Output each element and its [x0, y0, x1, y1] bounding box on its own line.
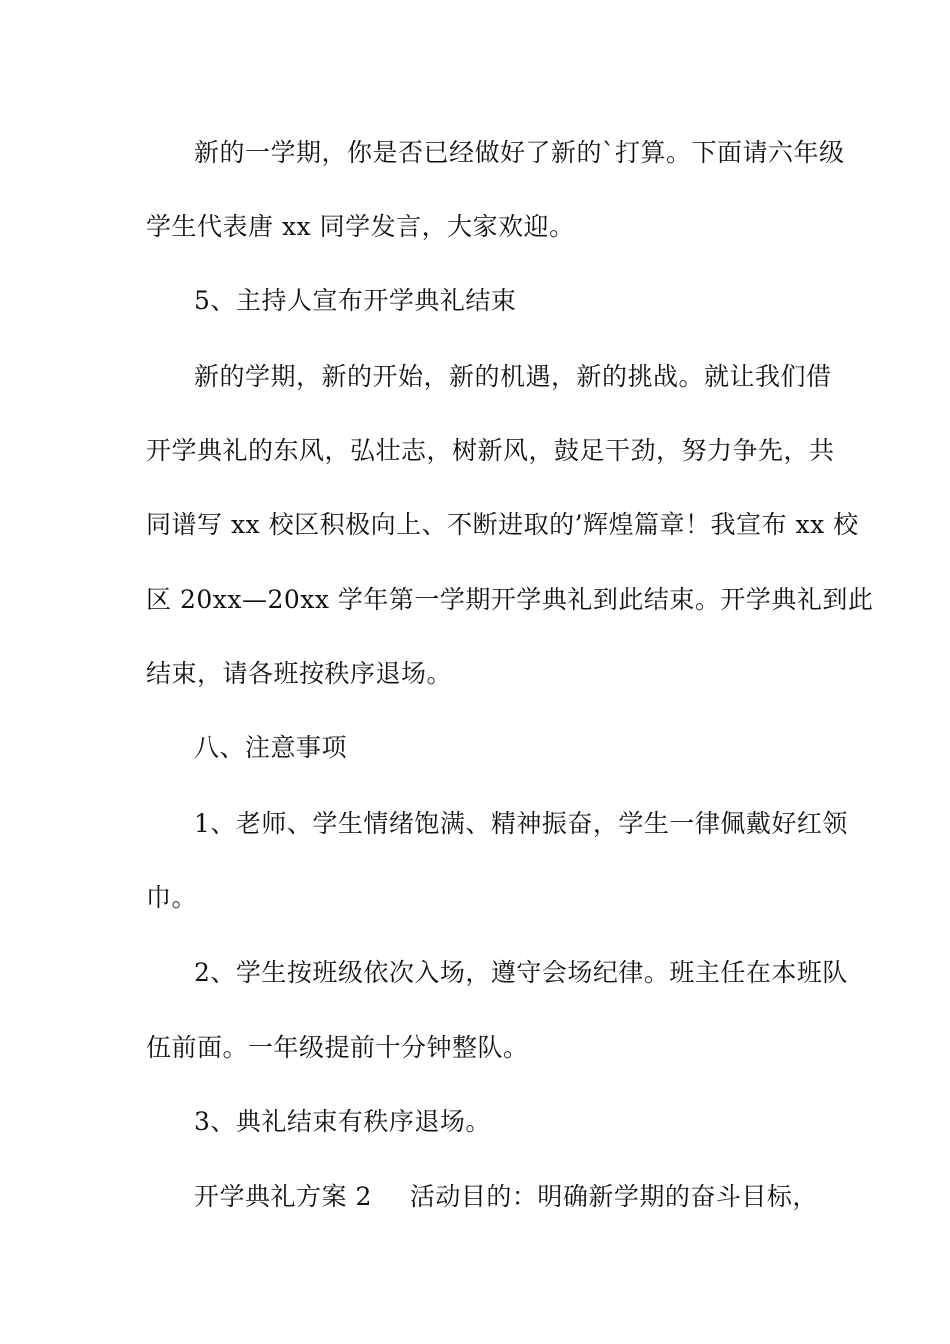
- paragraph-line: 区 20xx—20xx 学年第一学期开学典礼到此结束。开学典礼到此: [146, 585, 874, 614]
- paragraph-line: 新的学期，新的开始，新的机遇，新的挑战。就让我们借: [194, 362, 832, 391]
- paragraph-line: 开学典礼的东风，弘壮志，树新风，鼓足干劲，努力争先，共: [146, 436, 835, 465]
- paragraph-line: [194, 1181, 874, 1213]
- section-heading: 八、注意事项: [194, 733, 348, 762]
- list-item: 1、老师、学生情绪饱满、精神振奋，学生一律佩戴好红领: [194, 809, 848, 838]
- paragraph-line: 同谱写 xx 校区积极向上、不断进取的’辉煌篇章！我宣布 xx 校: [146, 510, 859, 539]
- list-item-continuation: 伍前面。一年级提前十分钟整队。: [146, 1033, 529, 1062]
- plan-title: 开学典礼方案 2: [194, 1182, 372, 1211]
- paragraph-line: 结束，请各班按秩序退场。: [146, 659, 453, 688]
- list-item-continuation: 巾。: [146, 883, 198, 912]
- list-item: 3、典礼结束有秩序退场。: [194, 1107, 491, 1136]
- paragraph-line: 学生代表唐 xx 同学发言，大家欢迎。: [146, 212, 575, 241]
- list-item: 2、学生按班级依次入场，遵守会场纪律。班主任在本班队: [194, 958, 848, 987]
- activity-purpose-text: 活动目的：明确新学期的奋斗目标，: [409, 1182, 818, 1211]
- section-heading: 5、主持人宣布开学典礼结束: [194, 286, 517, 315]
- paragraph-line: 新的一学期，你是否已经做好了新的`打算。下面请六年级: [194, 138, 845, 167]
